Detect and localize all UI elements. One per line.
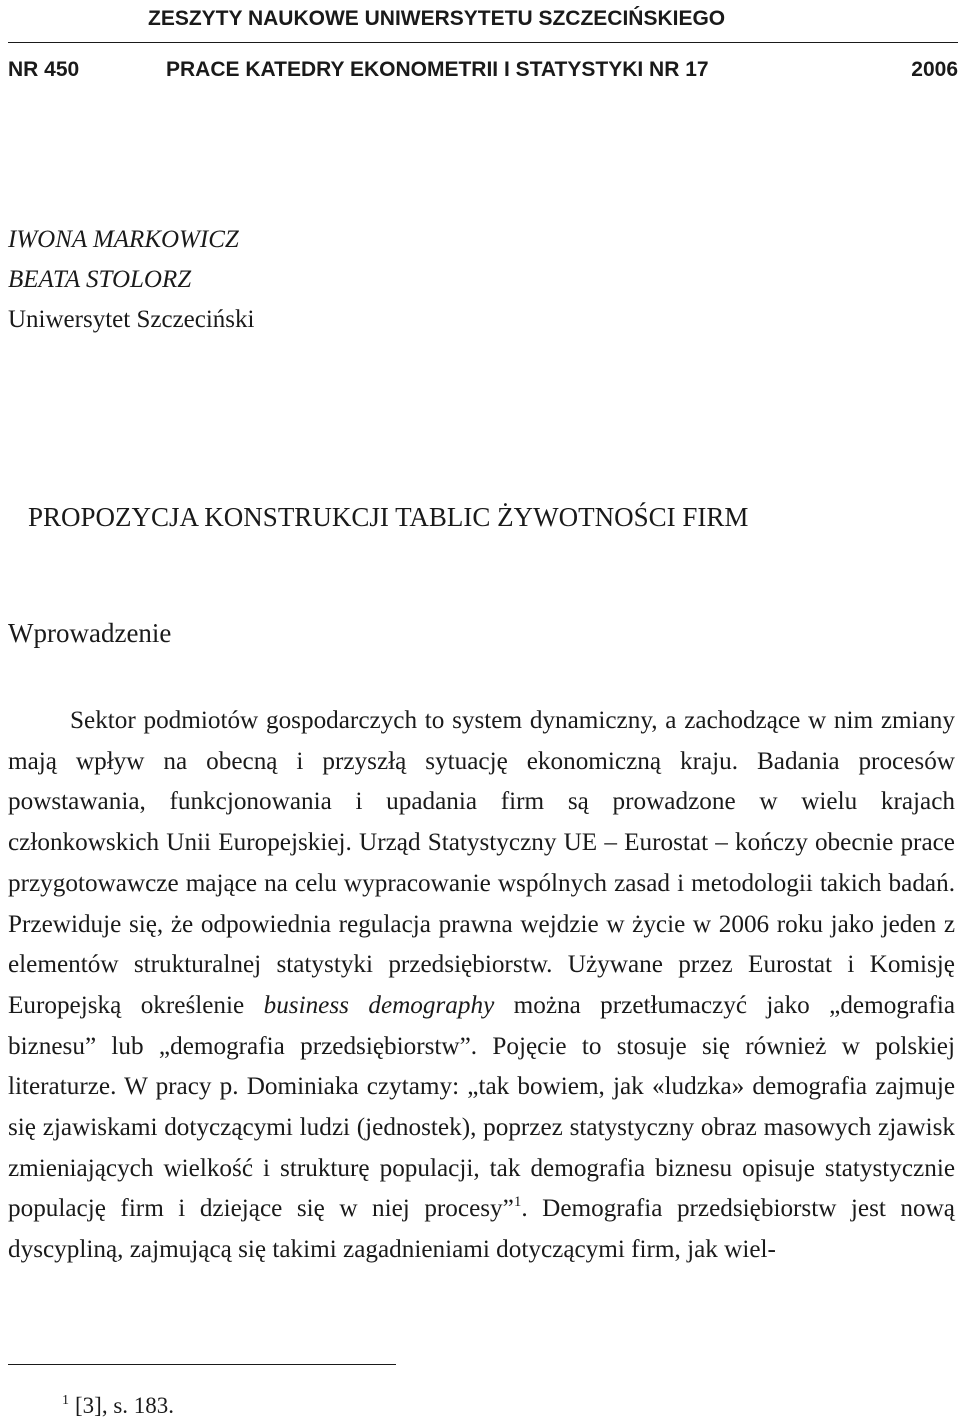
issue-year: 2006 bbox=[911, 58, 958, 81]
section-heading: Wprowadzenie bbox=[8, 618, 172, 648]
author-name: IWONA MARKOWICZ bbox=[8, 226, 239, 253]
footnote bbox=[62, 1392, 174, 1420]
footnote-rule bbox=[8, 1364, 396, 1365]
footnote-text: [3], s. 183. bbox=[75, 1393, 175, 1418]
paragraph-text: można przetłumaczyć jako „demografia biznesu” lub „demografia przedsiębiorstw”. Pojęcie to stosuje się również w polskiej literaturze. W pracy p. Dominiaka czytamy: „tak bowiem, jak «ludzka» demografia zajmuje się zjawiskami dotyczącymi ludzi (jednostek), poprzez statystyczny obraz masowych zjawisk zmieniających wielkość i strukturę populacji, tak demografia biznesu opisuje statystycznie populację firm i dziejące się w niej procesy” bbox=[8, 991, 956, 1223]
series-title: PRACE KATEDRY EKONOMETRII I STATYSTYKI NR 17 bbox=[166, 58, 709, 81]
affiliation: Uniwersytet Szczeciński bbox=[8, 306, 255, 333]
article-title: PROPOZYCJA KONSTRUKCJI TABLIC ŻYWOTNOŚCI FIRM bbox=[28, 502, 749, 532]
author-name: BEATA STOLORZ bbox=[8, 266, 192, 293]
footnote-marker: 1 bbox=[62, 1393, 69, 1408]
paragraph-text: Sektor podmiotów gospodarczych to system dynamiczny, a zachodzące w nim zmiany mają wpływ na obecną i przyszłą sytuację ekonomiczną kraju. Badania procesów powstawania, funkcjonowania i upadania firm są prowadzone w wielu krajach członkowskich Unii Europejskiej. Urząd Statystyczny UE – Eurostat – kończy obecnie prace przygotowawcze mające na celu wypracowanie wspólnych zasad i metodologii takich badań. Przewiduje się, że odpowiednia regulacja prawna wejdzie w życie w 2006 roku jako jeden z elementów strukturalnej statystyki przedsiębiorstw. Używane przez Eurostat i Komisję Europejską określenie bbox=[8, 707, 955, 1019]
header-rule bbox=[8, 42, 958, 43]
body-paragraph bbox=[8, 701, 955, 1271]
paragraph-text: . Demografia przedsiębiorstw jest nową dyscypliną, zajmującą się takimi zagadnieniami dotyczącymi firm, jak wiel- bbox=[8, 1195, 955, 1264]
paragraph-term: business demography bbox=[263, 991, 495, 1019]
author-block bbox=[8, 220, 254, 340]
issue-number: NR 450 bbox=[8, 58, 80, 81]
journal-title: ZESZYTY NAUKOWE UNIWERSYTETU SZCZECIŃSKIEGO bbox=[148, 7, 726, 30]
footnote-reference[interactable]: 1 bbox=[513, 1194, 522, 1211]
